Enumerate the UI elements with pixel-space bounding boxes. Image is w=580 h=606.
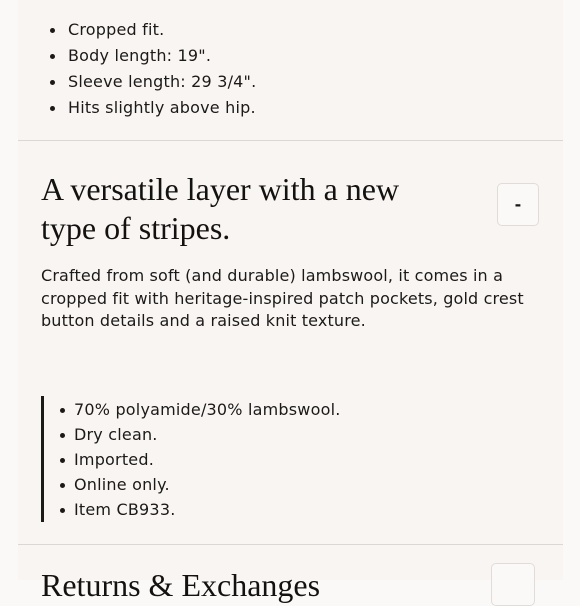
list-item: Dry clean. [59,424,341,449]
list-item: Body length: 19". [50,45,256,71]
fit-details-list [50,19,256,123]
section-divider [18,544,563,545]
collapse-toggle-button[interactable] [497,183,539,226]
section-divider [18,140,563,141]
list-item: Imported. [59,449,341,474]
list-item: 70% polyamide/30% lambswool. [59,399,341,424]
list-item: Online only. [59,474,341,499]
list-item: Sleeve length: 29 3/4". [50,71,256,97]
list-item: Cropped fit. [50,19,256,45]
product-description: Crafted from soft (and durable) lambswool, it comes in a cropped fit with heritage-inspired patch pockets, gold crest button details and a raised knit texture. [41,266,524,330]
list-item: Hits slightly above hip. [50,97,256,123]
section-title: A versatile layer with a new type of stripes. [41,171,400,246]
expand-toggle-button[interactable] [491,563,535,606]
list-item: Item CB933. [59,499,341,524]
material-details-block [41,396,341,522]
next-section-title: Returns & Exchanges [41,567,321,603]
material-details-list [59,396,341,524]
minus-icon: - [514,195,522,214]
